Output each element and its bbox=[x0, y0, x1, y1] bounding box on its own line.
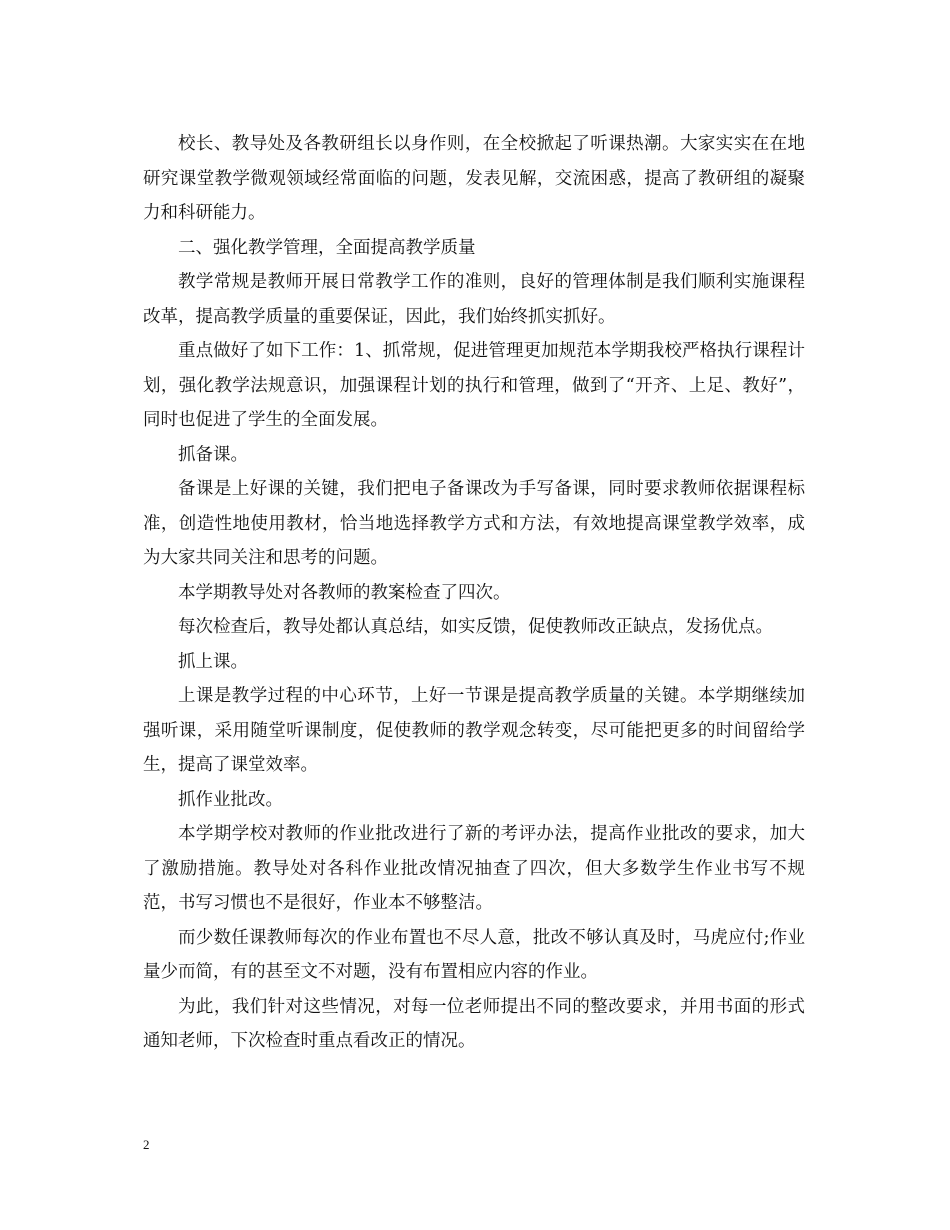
paragraph-1: 校长、教导处及各教研组长以身作则，在全校掀起了听课热潮。大家实实在在地研究课堂教学微观领域经常面临的问题，发表见解，交流困惑，提高了教研组的凝聚力和科研能力。 bbox=[143, 134, 805, 223]
paragraph-8: 每次检查后，教导处都认真总结，如实反馈，促使教师改正缺点，发扬优点。 bbox=[178, 617, 773, 637]
paragraph-6: 备课是上好课的关键，我们把电子备课改为手写备课，同时要求教师依据课程标准，创造性地使用教材，恰当地选择教学方式和方法，有效地提高课堂教学效率，成为大家共同关注和思考的问题。 bbox=[143, 479, 805, 568]
page-number: 2 bbox=[143, 1137, 150, 1152]
subheading-lesson-prep: 抓备课。 bbox=[178, 444, 248, 465]
subheading-homework-grading: 抓作业批改。 bbox=[178, 789, 283, 810]
section-heading: 二、强化教学管理，全面提高教学质量 bbox=[178, 237, 476, 258]
paragraph-7: 本学期教导处对各教师的教案检查了四次。 bbox=[178, 582, 511, 603]
paragraph-14: 为此，我们针对这些情况，对每一位老师提出不同的整改要求，并用书面的形式通知老师，下次检查时重点看改正的情况。 bbox=[143, 996, 805, 1051]
subheading-class-teaching: 抓上课。 bbox=[178, 651, 248, 672]
paragraph-13: 而少数任课教师每次的作业布置也不尽人意，批改不够认真及时，马虎应付;作业量少而简，有的甚至文不对题，没有布置相应内容的作业。 bbox=[143, 927, 805, 982]
paragraph-12: 本学期学校对教师的作业批改进行了新的考评办法，提高作业批改的要求，加大了激励措施。教导处对各科作业批改情况抽查了四次，但大多数学生作业书写不规范，书写习惯也不是很好，作业本不够整洁。 bbox=[143, 824, 805, 913]
document-body bbox=[143, 127, 805, 1059]
paragraph-10: 上课是教学过程的中心环节，上好一节课是提高教学质量的关键。本学期继续加强听课，采用随堂听课制度，促使教师的教学观念转变，尽可能把更多的时间留给学生，提高了课堂效率。 bbox=[143, 686, 805, 775]
paragraph-3: 教学常规是教师开展日常教学工作的准则，良好的管理体制是我们顺利实施课程改革，提高教学质量的重要保证，因此，我们始终抓实抓好。 bbox=[143, 272, 805, 327]
paragraph-4: 重点做好了如下工作：1、抓常规，促进管理更加规范本学期我校严格执行课程计划，强化教学法规意识，加强课程计划的执行和管理，做到了“开齐、上足、教好”，同时也促进了学生的全面发展。 bbox=[143, 341, 805, 430]
